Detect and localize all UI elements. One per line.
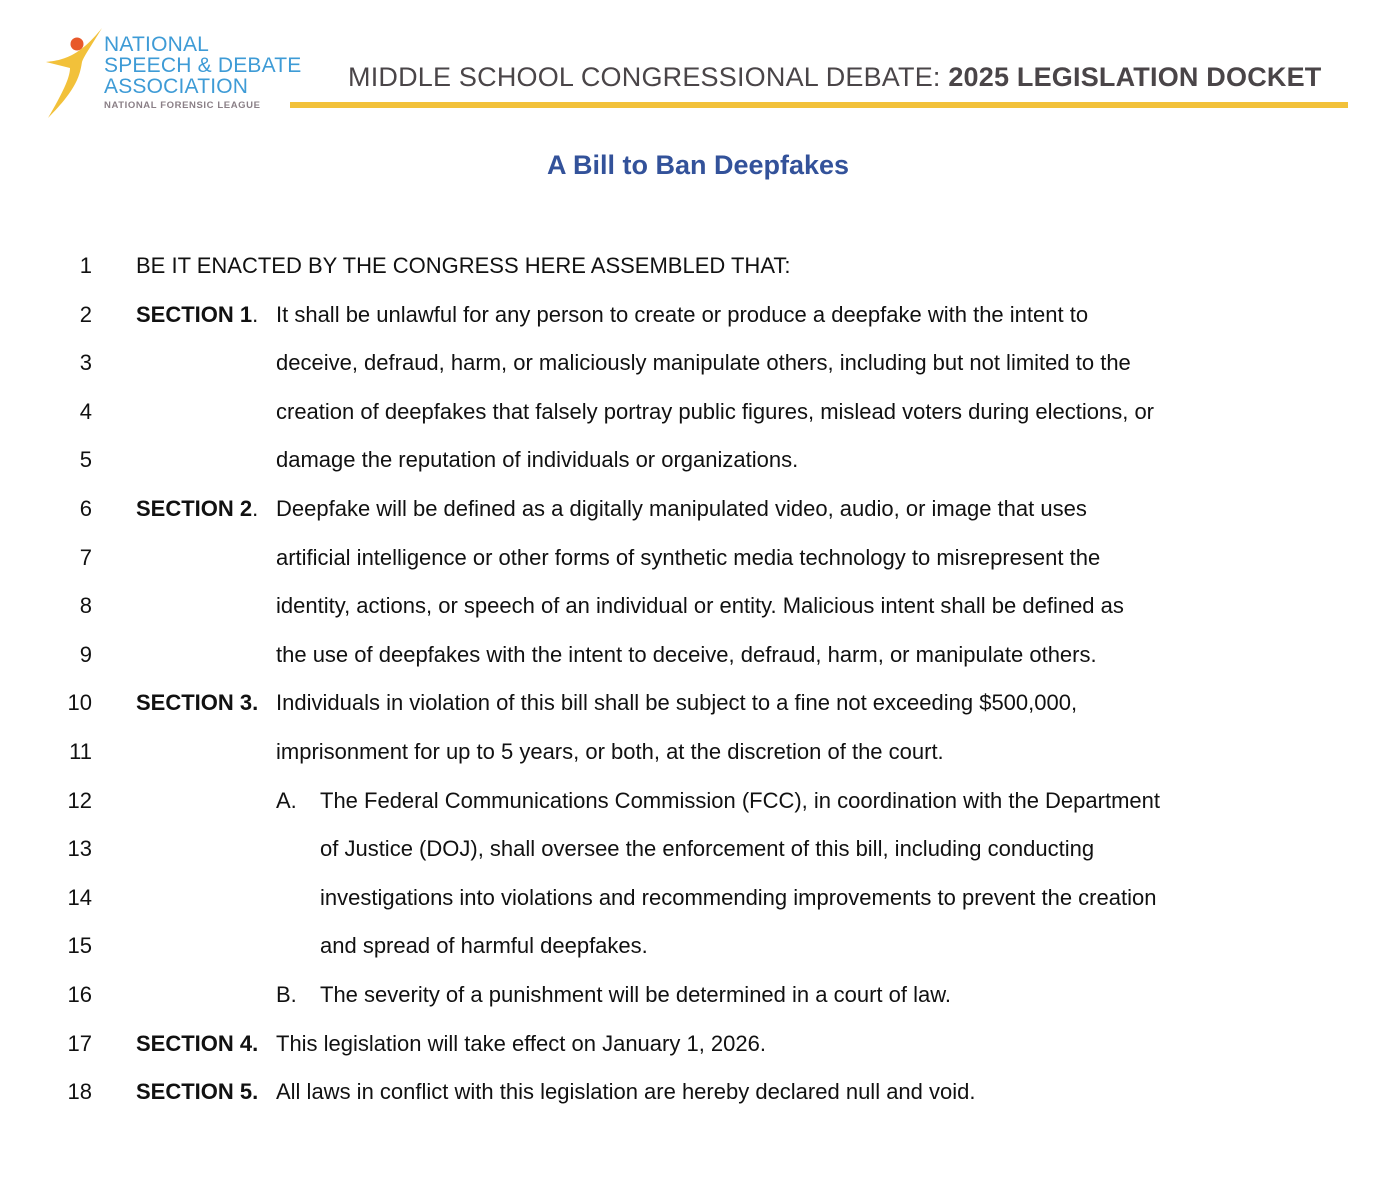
line-text: the use of deepfakes with the intent to deceive, defraud, harm, or manipulate others. bbox=[276, 642, 1097, 667]
line-text: deceive, defraud, harm, or maliciously manipulate others, including but not limited to the bbox=[276, 350, 1131, 375]
line-text: creation of deepfakes that falsely portray public figures, mislead voters during elections, or bbox=[276, 399, 1155, 424]
logo-line-1: NATIONAL bbox=[104, 33, 210, 56]
bill-line bbox=[0, 397, 1382, 427]
header-title-bold: 2025 LEGISLATION DOCKET bbox=[948, 62, 1322, 92]
bill-line bbox=[0, 348, 1382, 378]
line-number: 16 bbox=[67, 982, 92, 1007]
logo-subline: NATIONAL FORENSIC LEAGUE bbox=[104, 100, 261, 111]
line-text: All laws in conflict with this legislation are hereby declared null and void. bbox=[276, 1079, 976, 1104]
line-number: 6 bbox=[79, 496, 92, 521]
line-number: 8 bbox=[79, 593, 92, 618]
line-text: This legislation will take effect on January 1, 2026. bbox=[276, 1031, 766, 1056]
line-number: 2 bbox=[79, 302, 92, 327]
section-label: SECTION 5. bbox=[136, 1079, 259, 1104]
bill-line bbox=[0, 494, 1382, 524]
bill-line bbox=[0, 445, 1382, 475]
line-number: 14 bbox=[67, 885, 92, 910]
section-label: SECTION 3. bbox=[136, 690, 259, 715]
line-text: investigations into violations and recommending improvements to prevent the creation bbox=[320, 885, 1157, 910]
bill-line bbox=[0, 300, 1382, 330]
section-label: SECTION 2. bbox=[136, 496, 259, 521]
line-number: 13 bbox=[67, 836, 92, 861]
line-text: Deepfake will be defined as a digitally manipulated video, audio, or image that uses bbox=[276, 496, 1087, 521]
logo-line-3: ASSOCIATION bbox=[104, 75, 249, 98]
line-text: imprisonment for up to 5 years, or both, at the discretion of the court. bbox=[276, 739, 944, 764]
line-number: 15 bbox=[67, 933, 92, 958]
bill-line bbox=[0, 1029, 1382, 1059]
bill-line bbox=[0, 640, 1382, 670]
line-number: 11 bbox=[69, 739, 92, 764]
line-text: identity, actions, or speech of an individual or entity. Malicious intent shall be defined as bbox=[276, 593, 1124, 618]
section-label: SECTION 4. bbox=[136, 1031, 259, 1056]
line-text: damage the reputation of individuals or organizations. bbox=[276, 447, 799, 472]
line-number: 1 bbox=[79, 253, 92, 278]
line-text: of Justice (DOJ), shall oversee the enforcement of this bill, including conducting bbox=[320, 836, 1095, 861]
line-number: 5 bbox=[79, 447, 92, 472]
line-text: and spread of harmful deepfakes. bbox=[320, 933, 648, 958]
line-number: 10 bbox=[67, 690, 92, 715]
nsda-figure-icon bbox=[44, 22, 106, 122]
line-text: BE IT ENACTED BY THE CONGRESS HERE ASSEMBLED THAT: bbox=[136, 253, 791, 278]
docket-header-title bbox=[348, 62, 1322, 93]
line-number: 12 bbox=[67, 788, 92, 813]
bill-line bbox=[0, 251, 1382, 281]
line-number: 18 bbox=[67, 1079, 92, 1104]
line-text: The Federal Communications Commission (FCC), in coordination with the Department bbox=[320, 788, 1160, 813]
header-rule bbox=[290, 102, 1348, 108]
line-text: It shall be unlawful for any person to create or produce a deepfake with the intent to bbox=[276, 302, 1089, 327]
bill-line bbox=[0, 591, 1382, 621]
bill-line bbox=[0, 883, 1382, 913]
header-title-regular: MIDDLE SCHOOL CONGRESSIONAL DEBATE: bbox=[348, 62, 949, 92]
line-number: 17 bbox=[67, 1031, 92, 1056]
bill-line bbox=[0, 931, 1382, 961]
bill-line bbox=[0, 786, 1382, 816]
section-label: SECTION 1. bbox=[136, 302, 259, 327]
bill-line bbox=[0, 737, 1382, 767]
line-text: Individuals in violation of this bill shall be subject to a fine not exceeding $500,000, bbox=[276, 690, 1078, 715]
subsection-marker: B. bbox=[276, 982, 297, 1007]
bill-title: A Bill to Ban Deepfakes bbox=[546, 150, 850, 180]
line-number: 9 bbox=[79, 642, 92, 667]
bill-line bbox=[0, 1077, 1382, 1107]
nsda-logo bbox=[44, 22, 304, 122]
line-number: 4 bbox=[79, 399, 92, 424]
line-text: The severity of a punishment will be determined in a court of law. bbox=[320, 982, 951, 1007]
bill-line bbox=[0, 834, 1382, 864]
bill-line bbox=[0, 980, 1382, 1010]
logo-line-2: SPEECH & DEBATE bbox=[104, 54, 302, 77]
bill-line bbox=[0, 688, 1382, 718]
line-number: 3 bbox=[79, 350, 92, 375]
bill-line bbox=[0, 543, 1382, 573]
line-number: 7 bbox=[79, 545, 92, 570]
line-text: artificial intelligence or other forms of synthetic media technology to misrepresent the bbox=[276, 545, 1101, 570]
subsection-marker: A. bbox=[276, 788, 297, 813]
